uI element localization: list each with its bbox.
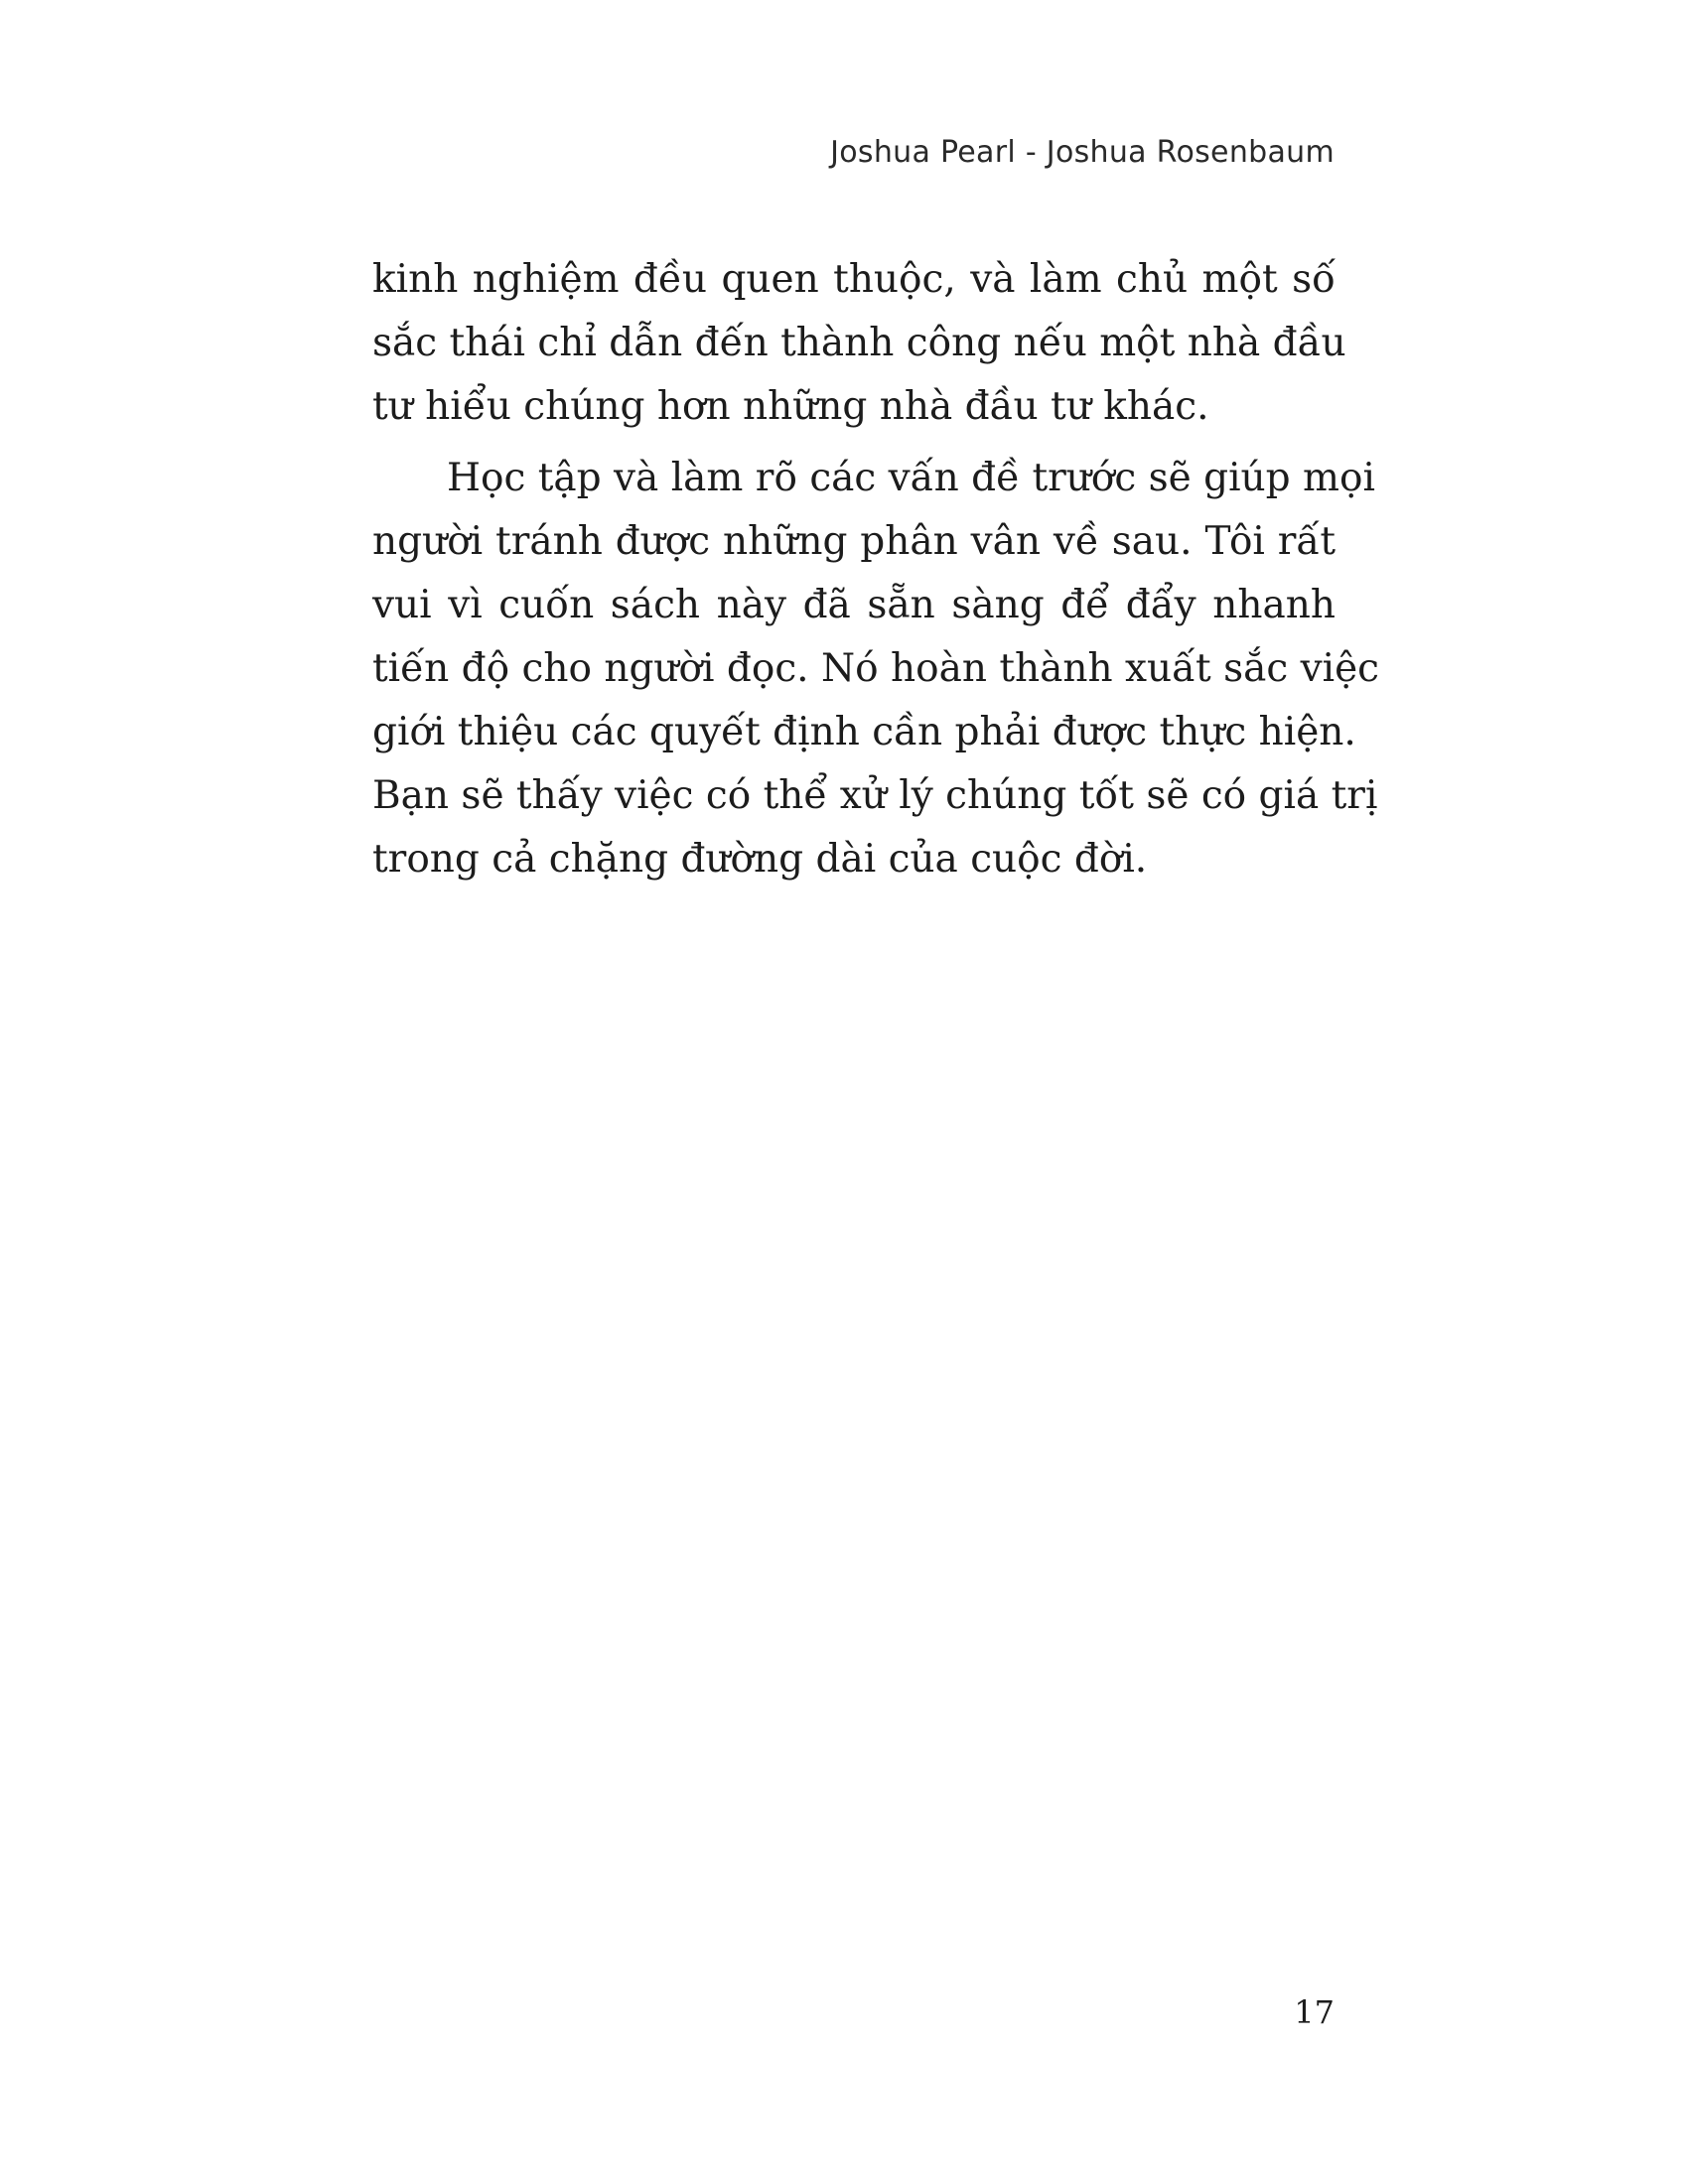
paragraph-1: [372, 248, 1346, 439]
paragraph-2: [372, 447, 1380, 891]
text-line: tư hiểu chúng hơn những nhà đầu tư khác.: [372, 384, 1209, 429]
text-line: tiến độ cho người đọc. Nó hoàn thành xuất sắc việc: [372, 646, 1380, 691]
running-header-authors: Joshua Pearl - Joshua Rosenbaum: [830, 135, 1335, 170]
body-text: [372, 248, 1380, 899]
text-line: Học tập và làm rõ các vấn đề trước sẽ giúp mọi: [447, 456, 1375, 500]
text-line: sắc thái chỉ dẫn đến thành công nếu một nhà đầu: [372, 321, 1346, 365]
text-line: Bạn sẽ thấy việc có thể xử lý chúng tốt sẽ có giá trị: [372, 773, 1378, 818]
page-number: 17: [1294, 1993, 1335, 2031]
text-line: trong cả chặng đường dài của cuộc đời.: [372, 837, 1148, 882]
text-line: người tránh được những phân vân về sau. Tôi rất: [372, 519, 1336, 564]
text-line: kinh nghiệm đều quen thuộc, và làm chủ một số: [372, 257, 1336, 302]
text-line: giới thiệu các quyết định cần phải được thực hiện.: [372, 710, 1356, 754]
text-line: vui vì cuốn sách này đã sẵn sàng để đẩy nhanh: [372, 583, 1336, 627]
